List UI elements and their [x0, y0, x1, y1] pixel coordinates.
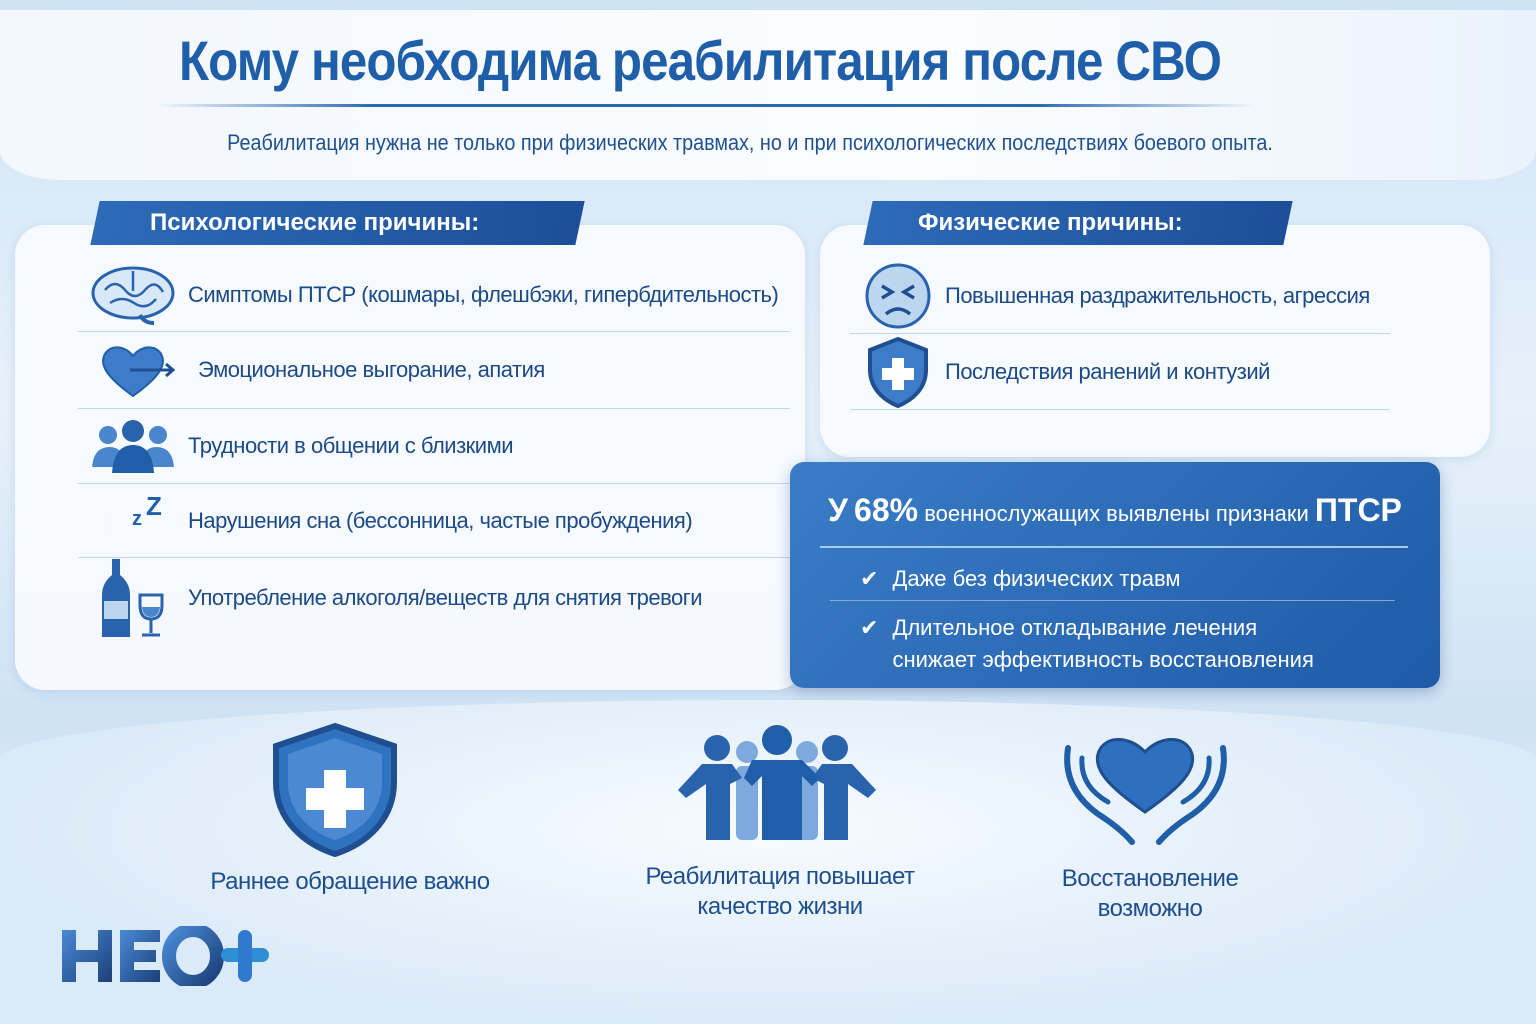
list-item	[78, 484, 790, 558]
stat-point	[860, 612, 1330, 676]
hands-heart-icon	[1058, 728, 1233, 851]
psychological-list	[78, 258, 790, 638]
check-icon: ✔	[860, 566, 879, 591]
angry-face-icon	[850, 262, 945, 330]
heart-arrow-icon	[78, 340, 198, 400]
item-label: Трудности в общении с близкими	[188, 433, 513, 458]
shield-cross-icon	[270, 722, 400, 862]
people-icon	[78, 419, 188, 473]
group-hug-icon	[672, 724, 882, 849]
list-item	[78, 332, 790, 409]
item-label: Эмоциональное выгорание, апатия	[198, 357, 545, 382]
bottle-glass-icon	[78, 557, 188, 639]
stat-headline	[828, 492, 1402, 529]
stat-point	[860, 566, 1181, 592]
svg-text:z: z	[132, 507, 142, 530]
stat-point-text: Даже без физических травм	[892, 566, 1181, 591]
shield-cross-icon	[850, 336, 945, 408]
psychological-heading: Психологические причины:	[90, 201, 584, 245]
title-divider	[155, 104, 1255, 107]
ptsd-stat-box	[790, 462, 1440, 688]
logo	[58, 926, 273, 991]
stat-percent: 68%	[854, 492, 919, 528]
check-icon: ✔	[860, 615, 879, 640]
moon-sleep-icon	[78, 491, 188, 551]
physical-heading: Физические причины:	[863, 201, 1292, 245]
bottom-label: Восстановление возможно	[1061, 865, 1239, 922]
item-label: Повышенная раздражительность, агрессия	[945, 282, 1370, 308]
list-item	[78, 558, 790, 638]
item-label: Последствия ранений и контузий	[945, 358, 1270, 384]
stat-point-text: Длительное откладывание лечения снижает эффективность восстановления	[892, 615, 1314, 672]
list-item	[78, 409, 790, 484]
svg-text:Z: Z	[146, 490, 162, 521]
stat-prefix: У	[828, 492, 848, 528]
physical-list	[850, 258, 1390, 410]
item-label: Употребление алкоголя/веществ для снятия тревоги	[188, 585, 703, 610]
list-item	[850, 258, 1390, 334]
item-label: Симптомы ПТСР (кошмары, флешбэки, гипербдительность)	[188, 281, 779, 307]
item-label: Нарушения сна (бессонница, частые пробуждения)	[188, 507, 693, 533]
list-item	[78, 258, 790, 332]
stat-term: ПТСР	[1314, 492, 1402, 528]
list-item	[850, 334, 1390, 410]
stat-divider	[820, 546, 1408, 548]
page-subtitle: Реабилитация нужна не только при физических травмах, но и при психологических последствиях боевого опыта.	[227, 130, 1273, 155]
bottom-label: Реабилитация повышает качество жизни	[645, 863, 915, 920]
bottom-label: Раннее обращение важно	[210, 868, 490, 895]
brain-icon	[78, 265, 188, 325]
page-title: Кому необходима реабилитация после СВО	[178, 29, 1222, 92]
stat-divider	[830, 600, 1395, 601]
stat-text: военнослужащих выявлены признаки	[924, 501, 1309, 526]
